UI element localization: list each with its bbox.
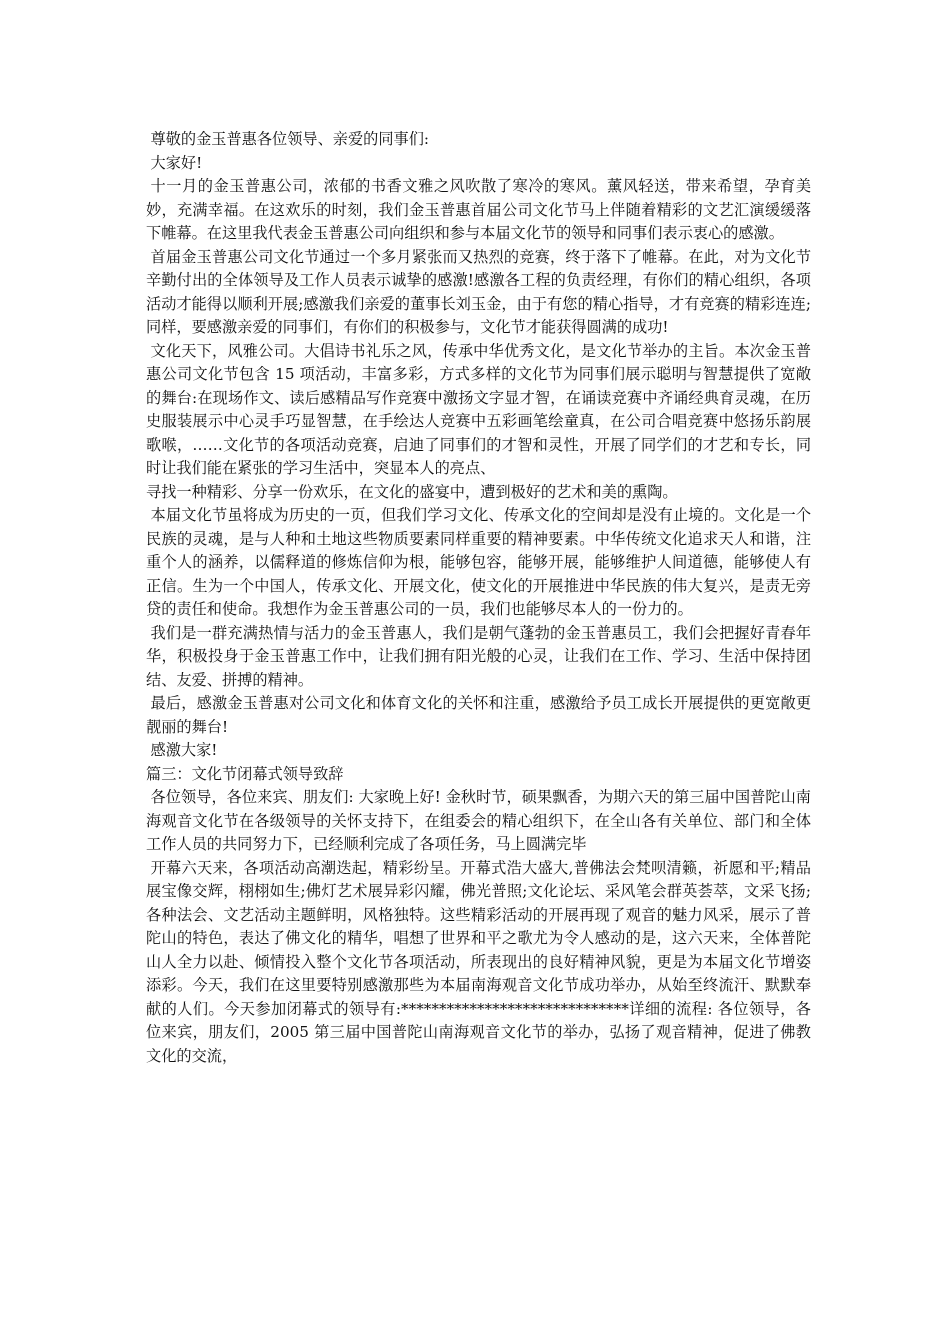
paragraph: 我们是一群充满热情与活力的金玉普惠人，我们是朝气蓬勃的金玉普惠员工，我们会把握好青春年华，积极投身于金玉普惠工作中，让我们拥有阳光般的心灵，让我们在工作、学习、生活中保持团结、友爱、拼搏的精神。 — [146, 623, 811, 689]
closing-thanks: 感激大家! — [150, 741, 218, 759]
paragraph: 最后，感激金玉普惠对公司文化和体育文化的关怀和注重，感激给予员工成长开展提供的更宽敞更靓丽的舞台! — [146, 694, 811, 736]
section-heading: 篇三：文化节闭幕式领导致辞 — [146, 764, 344, 783]
paragraph: 十一月的金玉普惠公司，浓郁的书香文雅之风吹散了寒冷的寒风。薰风轻送，带来希望，孕育美妙，充满幸福。在这欢乐的时刻，我们金玉普惠首届公司文化节马上伴随着精彩的文艺汇演缓缓落下帷幕。在这里我代表金玉普惠公司向组织和参与本届文化节的领导和同事们表示衷心的感激。 — [146, 177, 811, 242]
paragraph: 寻找一种精彩、分享一份欢乐，在文化的盛宴中，遭到极好的艺术和美的熏陶。 — [146, 482, 678, 501]
greeting: 大家好! — [150, 153, 203, 172]
paragraph: 文化天下，风雅公司。大倡诗书礼乐之风，传承中华优秀文化，是文化节举办的主旨。本次金玉普惠公司文化节包含 15 项活动，丰富多彩，方式多样的文化节为同事们展示聪明与智慧提供了宽敞的舞台:在现场作文、读后感精品写作竞赛中激扬文字显才智，在诵读竞赛中齐诵经典育灵魂，在历史服装展示中心灵手巧显智慧，在手绘达人竞赛中五彩画笔绘童真，在公司合唱竞赛中悠扬乐韵展歌喉，……文化节的各项活动竞赛，启迪了同事们的才智和灵性，开展了同学们的才艺和专长，同时让我们能在紧张的学习生活中，突显本人的亮点、 — [146, 341, 811, 477]
salutation: 尊敬的金玉普惠各位领导、亲爱的同事们: — [150, 130, 430, 148]
paragraph: 开幕六天来，各项活动高潮迭起，精彩纷呈。开幕式浩大盛大,普佛法会梵呗清籁，祈愿和平;精品展宝像交辉，栩栩如生;佛灯艺术展异彩闪耀，佛光普照;文化论坛、采风笔会群英荟萃，文采飞扬;各种法会、文艺活动主题鲜明，风格独特。这些精彩活动的开展再现了观音的魅力风采，展示了普陀山的特色，表达了佛文化的精华，唱想了世界和平之歌尤为令人感动的是，这六天来，全体普陀山人全力以赴、倾情投入整个文化节各项活动，所表现出的良好精神风貌，更是为本届文化节增姿添彩。今天，我们在这里要特别感激那些为本届南海观音文化节成功举办，从始至终流汗、默默奉献的人们。今天参加闭幕式的领导有:******************************详细的流程: 各位领导，各位来宾，朋友们，2005 第三届中国普陀山南海观音文化节的举办，弘扬了观音精神，促进了佛教文化的交流， — [146, 858, 811, 1065]
paragraph: 各位领导，各位来宾、朋友们: 大家晚上好! 金秋时节，硕果飘香，为期六天的第三届中国普陀山南海观音文化节在各级领导的关怀支持下，在组委会的精心组织下，在全山各有关单位、部门和全体工作人员的共同努力下，已经顺利完成了各项任务，马上圆满完毕 — [146, 788, 811, 853]
paragraph: 首届金玉普惠公司文化节通过一个多月紧张而又热烈的竞赛，终于落下了帷幕。在此，对为文化节辛勤付出的全体领导及工作人员表示诚挚的感激!感激各工程的负责经理，有你们的精心组织，各项活动才能得以顺利开展;感激我们亲爱的董事长刘玉金，由于有您的精心指导，才有竞赛的精彩连连;同样，要感激亲爱的同事们，有你们的积极参与，文化节才能获得圆满的成功! — [146, 247, 811, 336]
document-body — [146, 128, 811, 1068]
paragraph: 本届文化节虽将成为历史的一页，但我们学习文化、传承文化的空间却是没有止境的。文化是一个民族的灵魂，是与人种和土地这些物质要素同样重要的精神要素。中华传统文化追求天人和谐，注重个人的涵养，以儒释道的修炼信仰为根，能够包容，能够开展，能够维护人间道德，能够使人有正信。生为一个中国人，传承文化、开展文化，使文化的开展推进中华民族的伟大复兴，是责无旁贷的责任和使命。我想作为金玉普惠公司的一员，我们也能够尽本人的一份力的。 — [146, 506, 811, 618]
